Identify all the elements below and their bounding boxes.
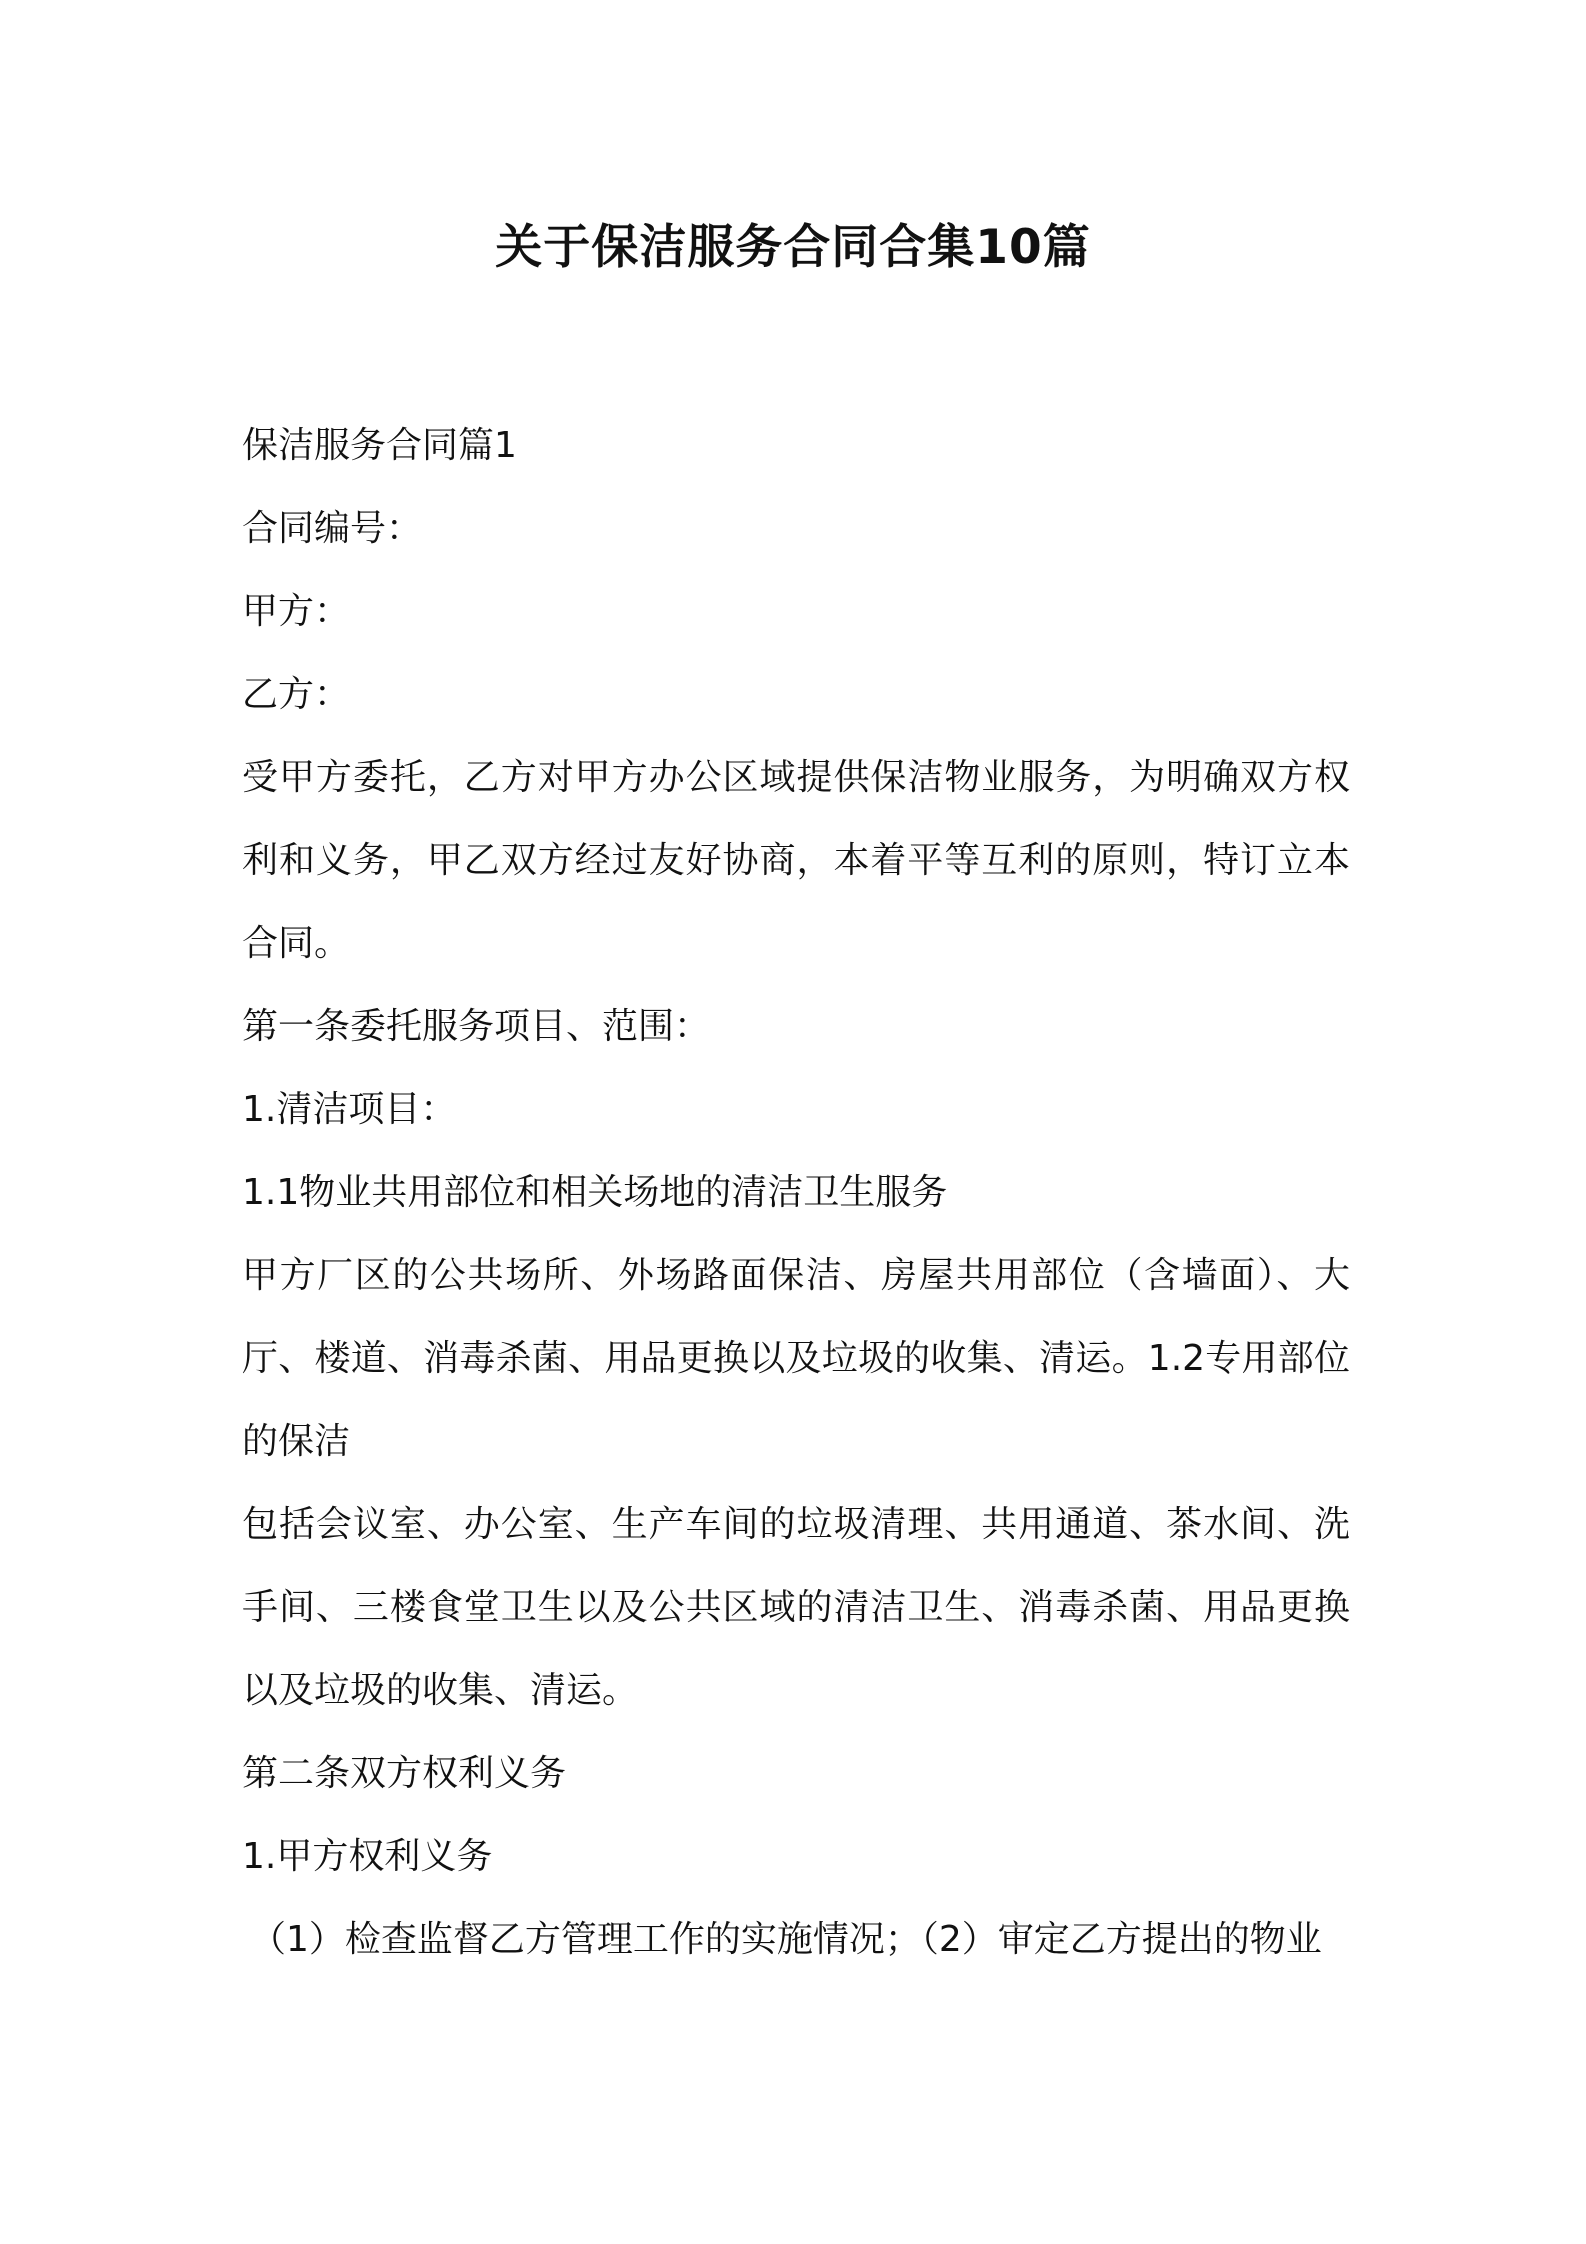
section-heading: 保洁服务合同篇1 bbox=[242, 425, 517, 466]
document-body bbox=[242, 404, 1350, 1981]
article-2-heading: 第二条双方权利义务 bbox=[242, 1753, 567, 1794]
party-a-field: 甲方： bbox=[242, 591, 351, 632]
clause-1-1-heading: 1.1物业共用部位和相关场地的清洁卫生服务 bbox=[242, 1172, 948, 1213]
preamble-paragraph: 受甲方委托，乙方对甲方办公区域提供保洁物业服务，为明确双方权利和义务，甲乙双方经过友好协商，本着平等互利的原则，特订立本合同。 bbox=[242, 757, 1350, 964]
clause-1-2-paragraph: 包括会议室、办公室、生产车间的垃圾清理、共用通道、茶水间、洗手间、三楼食堂卫生以及公共区域的清洁卫生、消毒杀菌、用品更换以及垃圾的收集、清运。 bbox=[242, 1504, 1350, 1711]
party-a-rights-heading: 1.甲方权利义务 bbox=[242, 1836, 493, 1877]
party-b-field: 乙方： bbox=[242, 674, 351, 715]
party-a-rights-paragraph: （1）检查监督乙方管理工作的实施情况；（2）审定乙方提出的物业 bbox=[250, 1919, 1322, 1960]
document-title: 关于保洁服务合同合集10篇 bbox=[495, 220, 1091, 275]
contract-number-field: 合同编号： bbox=[242, 508, 423, 549]
cleaning-items-heading: 1.清洁项目： bbox=[242, 1089, 457, 1130]
article-1-heading: 第一条委托服务项目、范围： bbox=[242, 1006, 711, 1047]
clause-1-1-paragraph: 甲方厂区的公共场所、外场路面保洁、房屋共用部位（含墙面）、大厅、楼道、消毒杀菌、用品更换以及垃圾的收集、清运。1.2专用部位的保洁 bbox=[242, 1255, 1350, 1462]
